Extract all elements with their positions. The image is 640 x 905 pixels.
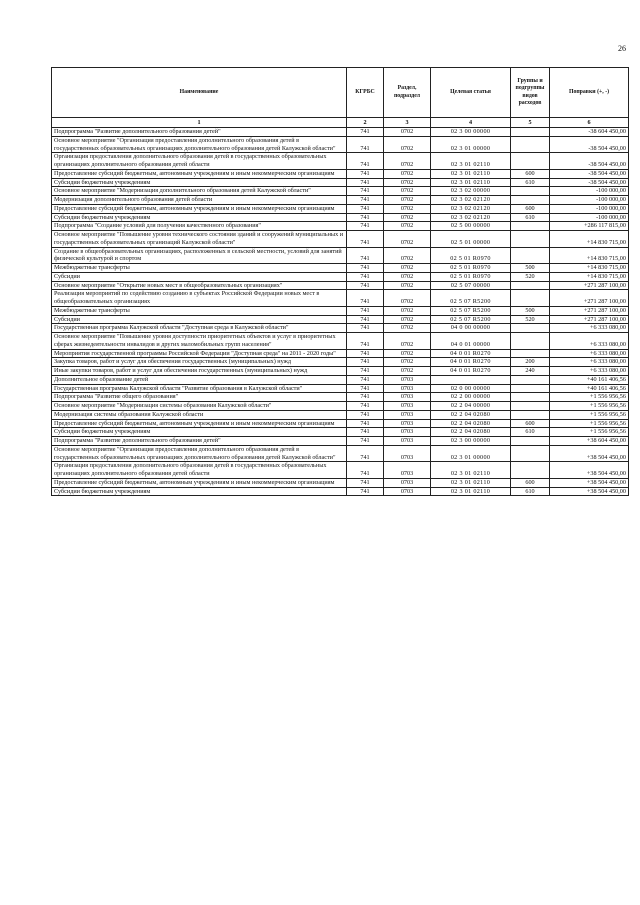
row-razdel: 0703 (384, 478, 431, 487)
row-target-article: 04 0 01 R0270 (431, 358, 511, 367)
row-target-article: 02 5 01 00000 (431, 231, 511, 248)
table-row (52, 136, 629, 153)
row-name: Предоставление субсидий бюджетным, автономным учреждениям и иным некоммерческим организациям (52, 204, 347, 213)
row-target-article: 02 3 01 02110 (431, 478, 511, 487)
row-amount: +6 333 080,00 (550, 324, 629, 333)
row-name: Субсидии бюджетным учреждениям (52, 487, 347, 496)
row-amount: +38 504 450,00 (550, 445, 629, 462)
table-row (52, 306, 629, 315)
row-expense-type (511, 128, 550, 137)
row-razdel: 0703 (384, 445, 431, 462)
row-kgrbs: 741 (347, 358, 384, 367)
row-kgrbs: 741 (347, 315, 384, 324)
row-amount: +38 604 450,00 (550, 437, 629, 446)
row-razdel: 0702 (384, 306, 431, 315)
row-kgrbs: 741 (347, 222, 384, 231)
row-razdel: 0703 (384, 437, 431, 446)
row-name: Межбюджетные трансферты (52, 264, 347, 273)
row-amount: +1 556 956,56 (550, 419, 629, 428)
header-target: Целевая статья (431, 68, 511, 118)
row-expense-type: 610 (511, 213, 550, 222)
row-expense-type (511, 281, 550, 290)
table-row (52, 462, 629, 479)
row-target-article: 04 0 01 00000 (431, 333, 511, 350)
row-target-article: 02 3 02 00000 (431, 187, 511, 196)
row-amount: +38 504 450,00 (550, 478, 629, 487)
row-expense-type (511, 410, 550, 419)
row-kgrbs: 741 (347, 213, 384, 222)
row-target-article (431, 375, 511, 384)
row-target-article: 02 5 07 R5200 (431, 290, 511, 307)
row-expense-type: 610 (511, 428, 550, 437)
table-row (52, 367, 629, 376)
row-amount: -100 000,00 (550, 213, 629, 222)
row-expense-type: 610 (511, 178, 550, 187)
row-razdel: 0702 (384, 324, 431, 333)
table-row (52, 315, 629, 324)
row-target-article: 04 0 00 00000 (431, 324, 511, 333)
row-kgrbs: 741 (347, 306, 384, 315)
row-amount: +286 117 815,00 (550, 222, 629, 231)
row-kgrbs: 741 (347, 367, 384, 376)
row-razdel: 0702 (384, 333, 431, 350)
row-target-article: 02 3 01 02110 (431, 487, 511, 496)
row-expense-type (511, 445, 550, 462)
column-number: 2 (347, 118, 384, 128)
row-expense-type (511, 247, 550, 264)
table-row (52, 487, 629, 496)
row-name: Закупка товаров, работ и услуг для обеспечения государственных (муниципальных) нужд (52, 358, 347, 367)
table-row (52, 428, 629, 437)
row-kgrbs: 741 (347, 187, 384, 196)
table-row (52, 247, 629, 264)
row-amount: +6 333 080,00 (550, 333, 629, 350)
row-target-article: 04 0 01 R0270 (431, 367, 511, 376)
row-razdel: 0703 (384, 462, 431, 479)
column-number: 3 (384, 118, 431, 128)
row-kgrbs: 741 (347, 410, 384, 419)
row-target-article: 02 3 02 02120 (431, 204, 511, 213)
row-expense-type (511, 187, 550, 196)
row-amount: +1 556 956,56 (550, 393, 629, 402)
row-razdel: 0702 (384, 204, 431, 213)
header-vid: Группы и подгруппы видов расходов (511, 68, 550, 118)
table-row (52, 272, 629, 281)
row-name: Субсидии бюджетным учреждениям (52, 178, 347, 187)
column-number: 1 (52, 118, 347, 128)
row-kgrbs: 741 (347, 204, 384, 213)
row-amount: -38 504 450,00 (550, 169, 629, 178)
row-name: Мероприятия государственной программы Российской Федерации "Доступная среда" на 2011 - 2020 годы" (52, 349, 347, 358)
row-name: Создание в общеобразовательных организациях, расположенных в сельской местности, условий для занятий физической культурой и спортом (52, 247, 347, 264)
row-razdel: 0702 (384, 196, 431, 205)
row-amount: +38 504 450,00 (550, 462, 629, 479)
row-expense-type (511, 437, 550, 446)
row-amount: +271 287 100,00 (550, 281, 629, 290)
row-kgrbs: 741 (347, 419, 384, 428)
table-row (52, 375, 629, 384)
row-expense-type: 500 (511, 264, 550, 273)
row-target-article: 02 3 01 02110 (431, 178, 511, 187)
row-kgrbs: 741 (347, 247, 384, 264)
table-row (52, 349, 629, 358)
table-row (52, 264, 629, 273)
row-expense-type: 200 (511, 358, 550, 367)
row-name: Основное мероприятие "Организация предоставления дополнительного образования детей в государственных образовательных организациях дополнительного образования детей Калужской области" (52, 445, 347, 462)
row-target-article: 04 0 01 R0270 (431, 349, 511, 358)
row-razdel: 0702 (384, 153, 431, 170)
row-expense-type: 520 (511, 315, 550, 324)
row-name: Реализация мероприятий по содействию созданию в субъектах Российской Федерации новых мест в общеобразовательных организациях (52, 290, 347, 307)
row-razdel: 0703 (384, 428, 431, 437)
table-row (52, 128, 629, 137)
row-razdel: 0703 (384, 419, 431, 428)
row-target-article: 02 2 04 02080 (431, 410, 511, 419)
row-expense-type (511, 402, 550, 411)
row-amount: +14 830 715,00 (550, 231, 629, 248)
row-kgrbs: 741 (347, 375, 384, 384)
row-amount: +6 333 080,00 (550, 367, 629, 376)
row-kgrbs: 741 (347, 333, 384, 350)
row-expense-type (511, 153, 550, 170)
header-amount: Поправки (+, -) (550, 68, 629, 118)
row-name: Межбюджетные трансферты (52, 306, 347, 315)
row-amount: +40 161 406,56 (550, 384, 629, 393)
row-razdel: 0703 (384, 384, 431, 393)
row-razdel: 0702 (384, 169, 431, 178)
row-razdel: 0702 (384, 349, 431, 358)
row-name: Основное мероприятие "Повышение уровня доступности приоритетных объектов и услуг в приоритетных сферах жизнедеятельности инвалидов и других маломобильных групп населения" (52, 333, 347, 350)
table-body (52, 128, 629, 496)
table-row (52, 222, 629, 231)
table-row (52, 333, 629, 350)
row-target-article: 02 3 02 02120 (431, 213, 511, 222)
row-name: Организация предоставления дополнительного образования детей в государственных образовательных организациях дополнительного образования детей области (52, 462, 347, 479)
row-kgrbs: 741 (347, 462, 384, 479)
row-razdel: 0702 (384, 281, 431, 290)
table-row (52, 437, 629, 446)
row-razdel: 0702 (384, 247, 431, 264)
row-name: Субсидии бюджетным учреждениям (52, 213, 347, 222)
row-expense-type (511, 393, 550, 402)
row-amount: +6 333 080,00 (550, 349, 629, 358)
table-row (52, 402, 629, 411)
row-kgrbs: 741 (347, 393, 384, 402)
row-name: Организация предоставления дополнительного образования детей в государственных образовательных организациях дополнительного образования детей области (52, 153, 347, 170)
table-row (52, 384, 629, 393)
row-kgrbs: 741 (347, 402, 384, 411)
row-name: Предоставление субсидий бюджетным, автономным учреждениям и иным некоммерческим организациям (52, 169, 347, 178)
row-razdel: 0702 (384, 358, 431, 367)
row-kgrbs: 741 (347, 169, 384, 178)
row-razdel: 0702 (384, 272, 431, 281)
row-razdel: 0703 (384, 393, 431, 402)
table-row (52, 324, 629, 333)
row-amount: +6 333 080,00 (550, 358, 629, 367)
row-target-article: 02 3 01 00000 (431, 445, 511, 462)
row-target-article: 02 3 01 02110 (431, 462, 511, 479)
row-expense-type: 610 (511, 487, 550, 496)
row-expense-type (511, 349, 550, 358)
row-razdel: 0702 (384, 187, 431, 196)
row-amount: +14 830 715,00 (550, 264, 629, 273)
table-row (52, 169, 629, 178)
row-target-article: 02 2 00 00000 (431, 393, 511, 402)
row-target-article: 02 3 01 00000 (431, 136, 511, 153)
row-expense-type: 600 (511, 204, 550, 213)
row-amount: +1 556 956,56 (550, 410, 629, 419)
row-kgrbs: 741 (347, 384, 384, 393)
row-kgrbs: 741 (347, 324, 384, 333)
row-kgrbs: 741 (347, 264, 384, 273)
table-row (52, 358, 629, 367)
row-amount: +271 287 100,00 (550, 306, 629, 315)
row-amount: +271 287 100,00 (550, 290, 629, 307)
row-target-article: 02 3 02 02120 (431, 196, 511, 205)
row-name: Предоставление субсидий бюджетным, автономным учреждениям и иным некоммерческим организациям (52, 478, 347, 487)
row-target-article: 02 2 04 02080 (431, 428, 511, 437)
row-name: Модернизация дополнительного образования детей области (52, 196, 347, 205)
table-row (52, 153, 629, 170)
row-kgrbs: 741 (347, 136, 384, 153)
table-row (52, 478, 629, 487)
row-name: Основное мероприятие "Модернизация системы образования Калужской области" (52, 402, 347, 411)
row-razdel: 0702 (384, 222, 431, 231)
row-razdel: 0702 (384, 231, 431, 248)
column-number: 4 (431, 118, 511, 128)
row-target-article: 02 5 01 R0970 (431, 272, 511, 281)
row-kgrbs: 741 (347, 272, 384, 281)
row-target-article: 02 3 00 00000 (431, 437, 511, 446)
row-name: Основное мероприятие "Организация предоставления дополнительного образования детей в государственных образовательных организациях дополнительного образования детей Калужской области" (52, 136, 347, 153)
row-name: Основное мероприятие "Открытие новых мест в общеобразовательных организациях" (52, 281, 347, 290)
row-amount: -38 504 450,00 (550, 178, 629, 187)
row-name: Подпрограмма "Создание условий для получения качественного образования" (52, 222, 347, 231)
row-razdel: 0702 (384, 213, 431, 222)
row-amount: +14 830 715,00 (550, 247, 629, 264)
row-amount: -100 000,00 (550, 196, 629, 205)
row-amount: +1 556 956,56 (550, 402, 629, 411)
row-name: Субсидии (52, 272, 347, 281)
table-row (52, 445, 629, 462)
column-number-row (52, 118, 629, 128)
row-expense-type: 600 (511, 169, 550, 178)
row-kgrbs: 741 (347, 437, 384, 446)
table-row (52, 196, 629, 205)
row-kgrbs: 741 (347, 196, 384, 205)
row-target-article: 02 3 00 00000 (431, 128, 511, 137)
row-expense-type: 600 (511, 419, 550, 428)
table-row (52, 204, 629, 213)
row-kgrbs: 741 (347, 178, 384, 187)
column-number: 5 (511, 118, 550, 128)
row-kgrbs: 741 (347, 445, 384, 462)
row-razdel: 0702 (384, 264, 431, 273)
row-amount: -100 000,00 (550, 204, 629, 213)
row-razdel: 0703 (384, 410, 431, 419)
row-expense-type (511, 136, 550, 153)
row-kgrbs: 741 (347, 290, 384, 307)
row-name: Основное мероприятие "Модернизация дополнительного образования детей Калужской области" (52, 187, 347, 196)
page-number: 26 (618, 44, 626, 53)
row-name: Иные закупки товаров, работ и услуг для обеспечения государственных (муниципальных) нужд (52, 367, 347, 376)
row-amount: +40 161 406,56 (550, 375, 629, 384)
table-row (52, 393, 629, 402)
row-expense-type (511, 375, 550, 384)
row-kgrbs: 741 (347, 231, 384, 248)
row-razdel: 0703 (384, 375, 431, 384)
row-target-article: 02 3 01 02110 (431, 169, 511, 178)
row-expense-type (511, 222, 550, 231)
row-expense-type: 500 (511, 306, 550, 315)
row-target-article: 02 5 00 00000 (431, 222, 511, 231)
row-name: Подпрограмма "Развитие дополнительного образования детей" (52, 437, 347, 446)
budget-amendments-table (51, 67, 629, 496)
row-target-article: 02 5 01 R0970 (431, 247, 511, 264)
row-name: Предоставление субсидий бюджетным, автономным учреждениям и иным некоммерческим организациям (52, 419, 347, 428)
row-expense-type (511, 231, 550, 248)
row-expense-type: 240 (511, 367, 550, 376)
row-amount: -38 504 450,00 (550, 136, 629, 153)
row-kgrbs: 741 (347, 349, 384, 358)
row-razdel: 0702 (384, 290, 431, 307)
row-name: Субсидии бюджетным учреждениям (52, 428, 347, 437)
table-header-row (52, 68, 629, 118)
row-expense-type (511, 333, 550, 350)
row-amount: -38 604 450,00 (550, 128, 629, 137)
row-target-article: 02 0 00 00000 (431, 384, 511, 393)
row-kgrbs: 741 (347, 428, 384, 437)
row-target-article: 02 2 04 00000 (431, 402, 511, 411)
row-amount: +1 556 956,56 (550, 428, 629, 437)
table-row (52, 410, 629, 419)
row-amount: +38 504 450,00 (550, 487, 629, 496)
row-expense-type: 600 (511, 478, 550, 487)
row-razdel: 0702 (384, 367, 431, 376)
row-razdel: 0703 (384, 402, 431, 411)
row-expense-type (511, 462, 550, 479)
row-name: Государственная программа Калужской области "Доступная среда в Калужской области" (52, 324, 347, 333)
row-name: Дополнительное образование детей (52, 375, 347, 384)
row-kgrbs: 741 (347, 153, 384, 170)
table-row (52, 178, 629, 187)
row-target-article: 02 5 07 00000 (431, 281, 511, 290)
row-amount: -38 504 450,00 (550, 153, 629, 170)
header-razdel: Раздел, подраздел (384, 68, 431, 118)
row-razdel: 0703 (384, 487, 431, 496)
row-razdel: 0702 (384, 178, 431, 187)
row-expense-type (511, 324, 550, 333)
row-amount: +14 830 715,00 (550, 272, 629, 281)
row-kgrbs: 741 (347, 487, 384, 496)
table-row (52, 419, 629, 428)
table-row (52, 281, 629, 290)
column-number: 6 (550, 118, 629, 128)
row-razdel: 0702 (384, 128, 431, 137)
row-expense-type (511, 384, 550, 393)
header-kgrbs: КГРБС (347, 68, 384, 118)
row-kgrbs: 741 (347, 478, 384, 487)
row-expense-type (511, 196, 550, 205)
row-name: Субсидии (52, 315, 347, 324)
table-row (52, 231, 629, 248)
header-name: Наименование (52, 68, 347, 118)
row-razdel: 0702 (384, 136, 431, 153)
row-expense-type (511, 290, 550, 307)
row-name: Основное мероприятие "Повышение уровня технического состояния зданий и сооружений муниципальных и государственных образовательных организаций Калужской области" (52, 231, 347, 248)
row-expense-type: 520 (511, 272, 550, 281)
row-amount: -100 000,00 (550, 187, 629, 196)
row-kgrbs: 741 (347, 281, 384, 290)
table-row (52, 213, 629, 222)
row-name: Модернизация системы образования Калужской области (52, 410, 347, 419)
row-name: Подпрограмма "Развитие общего образования" (52, 393, 347, 402)
row-name: Государственная программа Калужской области "Развитие образования в Калужской области" (52, 384, 347, 393)
row-target-article: 02 5 07 R5200 (431, 315, 511, 324)
row-razdel: 0702 (384, 315, 431, 324)
row-target-article: 02 2 04 02080 (431, 419, 511, 428)
row-target-article: 02 3 01 02110 (431, 153, 511, 170)
row-name: Подпрограмма "Развитие дополнительного образования детей" (52, 128, 347, 137)
row-target-article: 02 5 07 R5200 (431, 306, 511, 315)
table-row (52, 290, 629, 307)
row-target-article: 02 5 01 R0970 (431, 264, 511, 273)
row-kgrbs: 741 (347, 128, 384, 137)
row-amount: +271 287 100,00 (550, 315, 629, 324)
table-row (52, 187, 629, 196)
